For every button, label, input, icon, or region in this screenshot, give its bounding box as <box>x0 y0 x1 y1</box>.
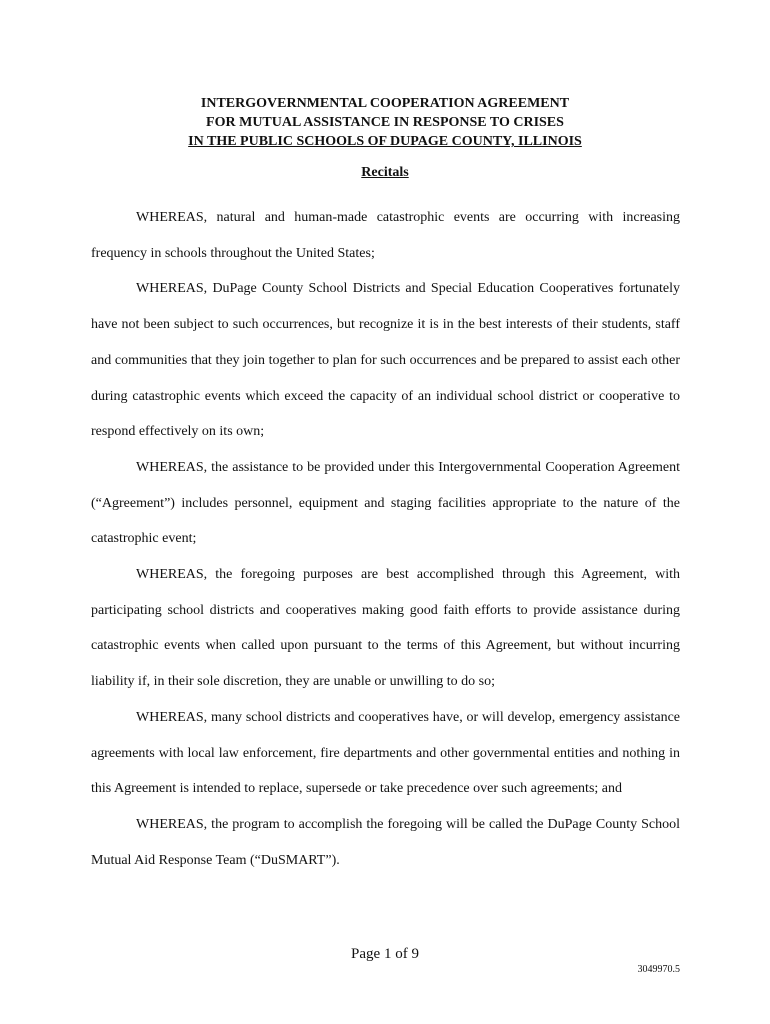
recital-paragraph-6: WHEREAS, the program to accomplish the foregoing will be called the DuPage County School Mutual Aid Response Team (“DuSMART”). <box>91 816 680 868</box>
recitals-body <box>91 200 680 878</box>
recital-paragraph-5: WHEREAS, many school districts and cooperatives have, or will develop, emergency assistance agreements with local law enforcement, fire departments and other governmental entities and nothing in this Agreement is intended to replace, supersede or take precedence over such agreements; and <box>91 709 680 797</box>
title-line-1: INTERGOVERNMENTAL COOPERATION AGREEMENT <box>200 96 570 111</box>
title-line-2: FOR MUTUAL ASSISTANCE IN RESPONSE TO CRISES <box>206 115 564 130</box>
document-title <box>0 94 770 151</box>
section-heading-recitals: Recitals <box>361 165 409 180</box>
recital-paragraph-4: WHEREAS, the foregoing purposes are best accomplished through this Agreement, with participating school districts and cooperatives making good faith efforts to provide assistance during catastrophic events when called upon pursuant to the terms of this Agreement, but without incurring liability if, in their sole discretion, they are unable or unwilling to do so; <box>91 567 680 690</box>
recital-paragraph-1: WHEREAS, natural and human-made catastrophic events are occurring with increasing frequency in schools throughout the United States; <box>91 210 680 261</box>
title-line-3: IN THE PUBLIC SCHOOLS OF DUPAGE COUNTY, ILLINOIS <box>188 134 582 149</box>
page-number: Page 1 of 9 <box>351 946 419 962</box>
recital-paragraph-2: WHEREAS, DuPage County School Districts and Special Education Cooperatives fortunately have not been subject to such occurrences, but recognize it is in the best interests of their students, staff and communities that they join together to plan for such occurrences and be prepared to assist each other during catastrophic events which exceed the capacity of an individual school district or cooperative to respond effectively on its own; <box>91 281 680 440</box>
recital-paragraph-3: WHEREAS, the assistance to be provided under this Intergovernmental Cooperation Agreement (“Agreement”) includes personnel, equipment and staging facilities appropriate to the nature of the catastrophic event; <box>91 459 680 547</box>
document-number: 3049970.5 <box>637 964 680 975</box>
